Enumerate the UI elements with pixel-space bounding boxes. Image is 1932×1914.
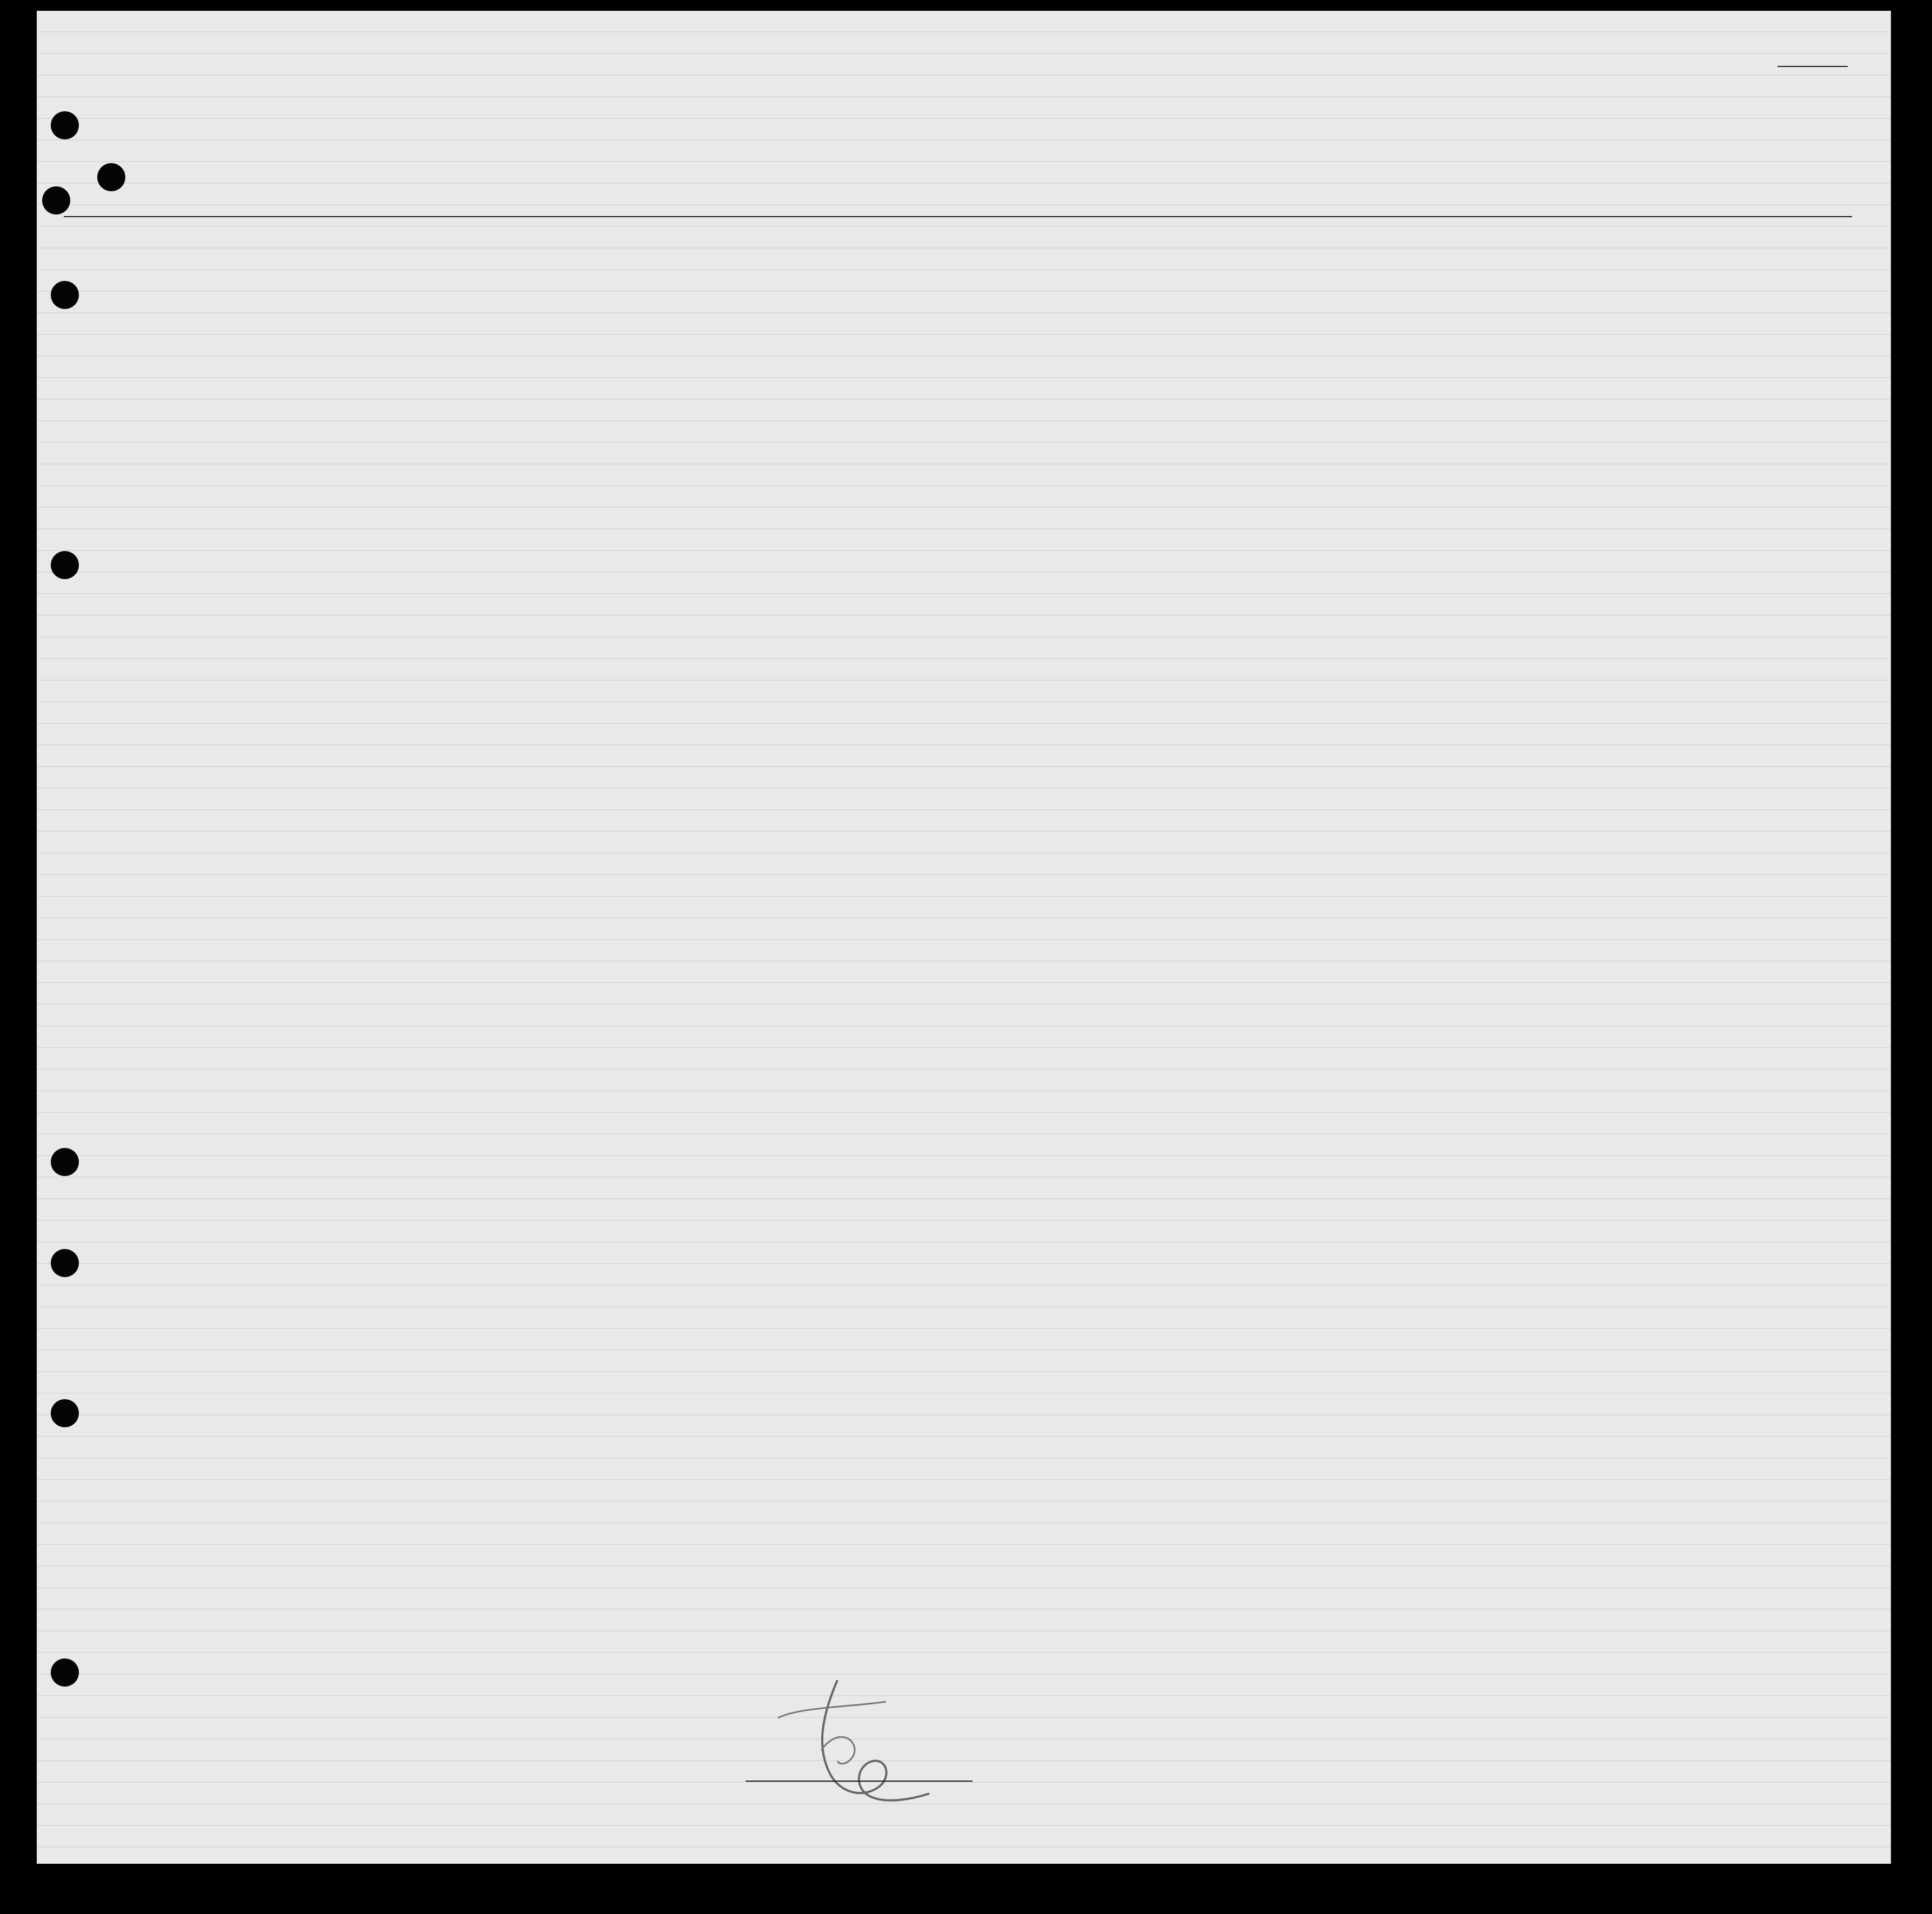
col10-header xyxy=(1085,239,1128,274)
col15-header xyxy=(1430,239,1534,261)
col5-header xyxy=(639,239,766,263)
punch-hole xyxy=(42,186,70,214)
punch-hole xyxy=(51,1658,79,1687)
col2-header xyxy=(134,239,199,244)
col12-header xyxy=(1230,239,1321,274)
col3-header xyxy=(201,239,558,256)
col17-header xyxy=(1728,239,1852,252)
inspector-signature xyxy=(756,1669,951,1810)
col9-header xyxy=(1038,239,1084,274)
col13-header xyxy=(1325,239,1377,274)
punch-hole xyxy=(51,111,79,139)
punch-hole xyxy=(97,163,125,191)
inspector-signature-line xyxy=(746,1781,972,1782)
punch-hole xyxy=(51,281,79,309)
col8-header xyxy=(988,239,1037,261)
punch-hole xyxy=(51,1399,79,1427)
voyage-rule xyxy=(64,216,1852,217)
col16-header xyxy=(1535,239,1726,256)
punch-hole xyxy=(51,1249,79,1277)
manifest-sheet xyxy=(37,11,1891,1864)
col4-header xyxy=(560,239,638,259)
col1-header xyxy=(97,239,132,261)
punch-hole xyxy=(51,1148,79,1176)
col7-header xyxy=(935,239,987,241)
sheet-underline xyxy=(1777,66,1848,67)
col14-header xyxy=(1378,239,1427,274)
col11-header xyxy=(1129,239,1229,274)
punch-hole xyxy=(51,551,79,579)
col6-header xyxy=(767,239,933,256)
